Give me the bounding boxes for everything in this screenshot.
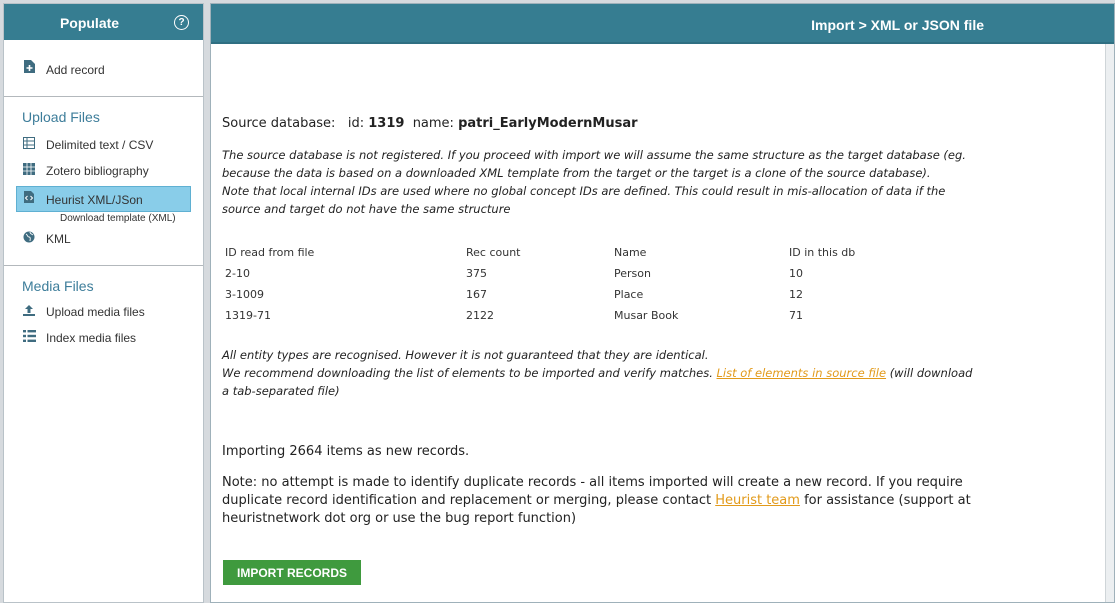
sidebar-item-heurist-xml[interactable]	[22, 190, 143, 208]
import-records-button[interactable]: IMPORT RECORDS	[223, 560, 361, 585]
column-header: ID in this db	[789, 246, 856, 259]
sidebar-item-kml[interactable]	[22, 230, 71, 248]
table-cell: 2122	[466, 309, 494, 322]
sidebar-item-add-record[interactable]	[22, 59, 105, 77]
note-line	[222, 364, 982, 400]
table-header-row	[222, 242, 889, 263]
sidebar-header	[4, 4, 203, 40]
sidebar-item-label: Heurist XML/JSon	[46, 193, 143, 207]
main-header	[211, 4, 1114, 44]
list-elements-link[interactable]: List of elements in source file	[716, 366, 887, 380]
sidebar-item-index-media[interactable]	[22, 329, 136, 347]
globe-icon	[22, 230, 36, 248]
table-cell: Person	[614, 267, 651, 280]
source-database-line	[222, 116, 638, 131]
source-label: Source database:	[222, 116, 336, 131]
page-title: Import > XML or JSON file	[811, 17, 984, 33]
importing-summary: Importing 2664 items as new records.	[222, 444, 470, 459]
list-icon	[22, 329, 36, 347]
main-panel	[210, 3, 1115, 603]
table-cell: Place	[614, 288, 644, 301]
grid-icon	[22, 162, 36, 180]
table-row	[222, 305, 889, 326]
table-cell: 3-1009	[225, 288, 264, 301]
note-text: for assistance (support at heuristnetwork dot org or use the bug report function)	[222, 493, 971, 526]
sidebar-title: Populate	[59, 15, 120, 31]
note-line: All entity types are recognised. However it is not guaranteed that they are identical.	[222, 348, 709, 362]
sidebar-item-label: Upload media files	[46, 305, 145, 319]
upload-icon	[22, 303, 36, 321]
sidebar-item-upload-media[interactable]	[22, 303, 145, 321]
note-text: Note: no attempt is made to identify duplicate records - all items imported will create a new record. If you require duplicate record identification and replacement or merging, please contact	[222, 475, 963, 508]
column-header: ID read from file	[225, 246, 315, 259]
file-plus-icon	[22, 59, 36, 79]
sidebar-item-label: Index media files	[46, 331, 137, 345]
table-cell: 10	[789, 267, 803, 280]
media-files-heading: Media Files	[22, 278, 94, 294]
table-cell: 12	[789, 288, 803, 301]
sidebar-item-zotero[interactable]	[22, 162, 149, 180]
sidebar-item-delimited[interactable]	[22, 136, 153, 154]
table-cell: Musar Book	[614, 309, 679, 322]
table-cell: 167	[466, 288, 487, 301]
sidebar-item-label: Zotero bibliography	[46, 164, 149, 178]
heurist-team-link[interactable]: Heurist team	[715, 493, 800, 508]
file-code-icon	[22, 190, 36, 209]
duplicate-note	[222, 474, 982, 528]
table-row	[222, 284, 889, 305]
table-row	[222, 263, 889, 284]
note-text: (will download a tab-separated file)	[222, 366, 973, 398]
table-cell: 1319-71	[225, 309, 271, 322]
scrollbar[interactable]	[1105, 44, 1114, 602]
sidebar-item-label: Add record	[46, 63, 105, 77]
download-template-link[interactable]: Download template (XML)	[60, 213, 176, 224]
sidebar	[3, 3, 204, 603]
note-line: Note that local internal IDs are used where no global concept IDs are defined. This could result in mis-allocation of data if the source and target do not have the same structure	[222, 184, 946, 216]
table-cell: 2-10	[225, 267, 250, 280]
registration-notes	[222, 146, 967, 218]
recognition-note	[222, 346, 982, 400]
source-name-value: patri_EarlyModernMusar	[458, 116, 638, 131]
note-text: We recommend downloading the list of elements to be imported and verify matches.	[222, 366, 713, 380]
source-id-value: 1319	[368, 116, 405, 131]
upload-files-heading: Upload Files	[22, 109, 100, 125]
sidebar-item-label: Delimited text / CSV	[46, 138, 154, 152]
help-icon[interactable]: ?	[174, 15, 189, 30]
table-cell: 375	[466, 267, 487, 280]
divider	[4, 265, 203, 266]
entity-mapping-table	[222, 242, 889, 326]
source-id-label: id:	[347, 116, 365, 131]
divider	[4, 96, 203, 97]
source-name-label: name:	[412, 116, 454, 131]
column-header: Name	[614, 246, 647, 259]
note-line: The source database is not registered. If you proceed with import we will assume the same structure as the target database (eg. because the data is based on a downloaded XML template from the target or the target is a clone of the source database).	[222, 148, 966, 180]
table-cell: 71	[789, 309, 803, 322]
column-header: Rec count	[466, 246, 521, 259]
sidebar-item-label: KML	[46, 232, 71, 246]
table-icon	[22, 136, 36, 154]
